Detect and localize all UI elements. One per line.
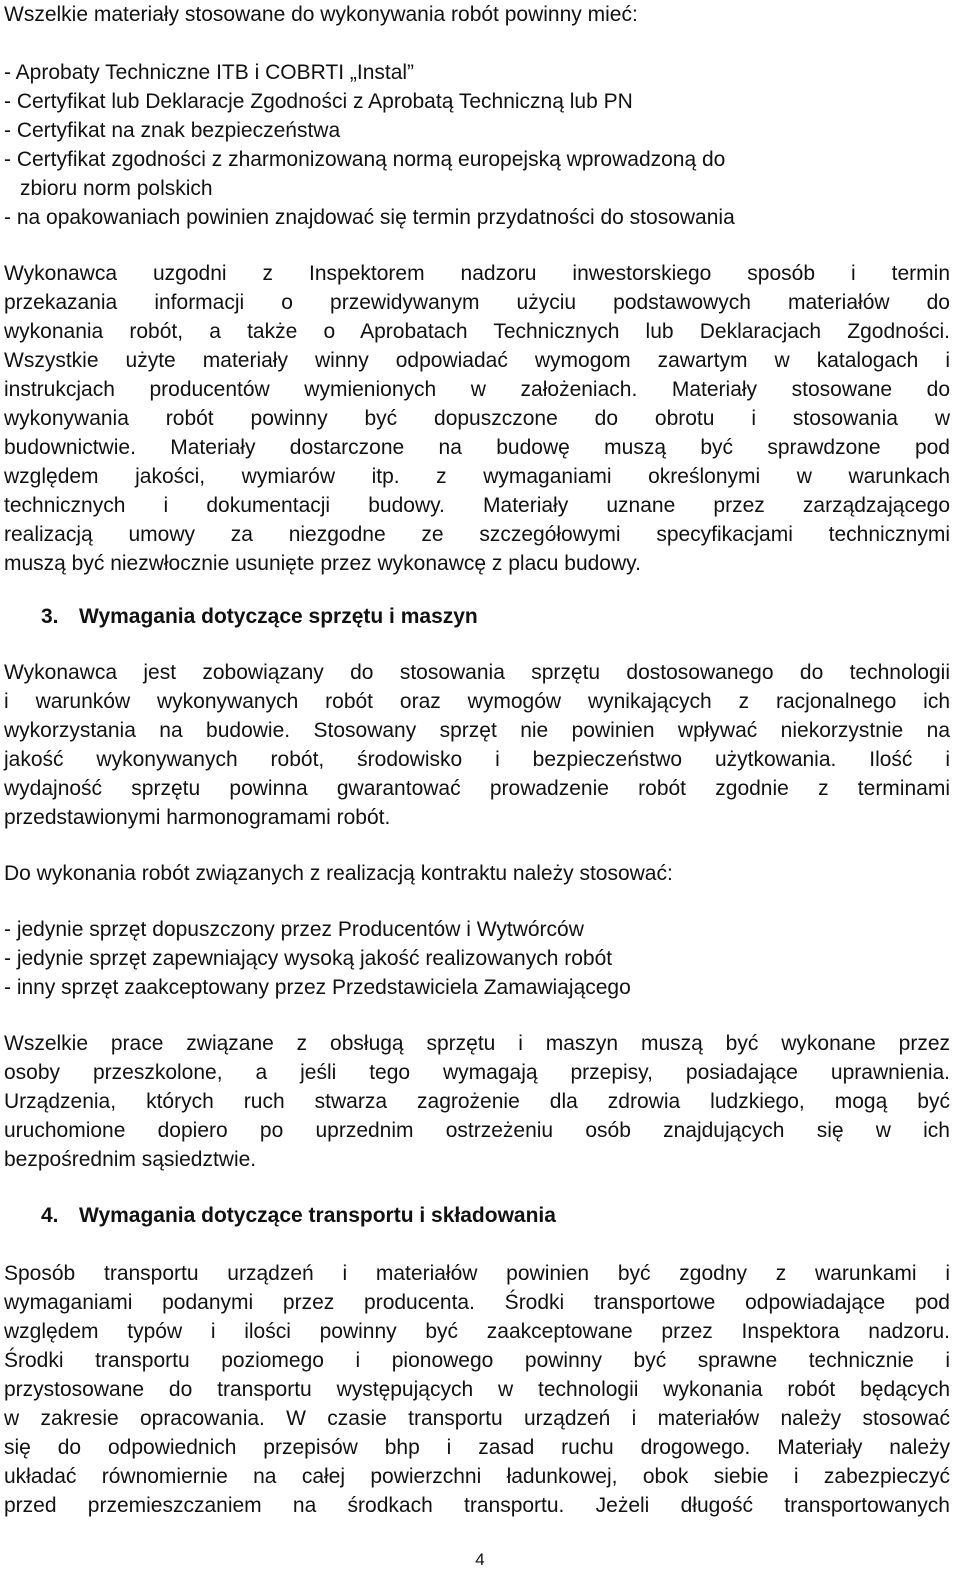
- paragraph-line: Do wykonania robót związanych z realizacją kontraktu należy stosować:: [4, 862, 673, 885]
- paragraph-line: wydajność sprzętu powinna gwarantować prowadzenie robót zgodnie z terminami: [4, 777, 950, 800]
- paragraph-line: Wykonawca jest zobowiązany do stosowania sprzętu dostosowanego do technologii: [4, 661, 950, 684]
- paragraph-line: uruchomione dopiero po uprzednim ostrzeżeniu osób znajdujących się w ich: [4, 1119, 950, 1142]
- paragraph-line: układać równomiernie na całej powierzchni ładunkowej, obok siebie i zabezpieczyć: [4, 1465, 950, 1488]
- paragraph-line: wykorzystania na budowie. Stosowany sprzęt nie powinien wpływać niekorzystnie na: [4, 719, 950, 742]
- paragraph-line: względem typów i ilości powinny być zaakceptowane przez Inspektora nadzoru.: [4, 1320, 950, 1343]
- paragraph-line: w zakresie opracowania. W czasie transportu urządzeń i materiałów należy stosować: [4, 1407, 950, 1430]
- paragraph-line: Wszystkie użyte materiały winny odpowiadać wymogom zawartym w katalogach i: [4, 349, 950, 372]
- section-4-heading: [41, 1201, 960, 1230]
- paragraph-line: i warunków wykonywanych robót oraz wymogów wynikających z racjonalnego ich: [4, 690, 950, 713]
- paragraph-line: przystosowane do transportu występujących w technologii wykonania robót będących: [4, 1378, 950, 1401]
- paragraph-line: osoby przeszkolone, a jeśli tego wymagają przepisy, posiadające uprawnienia.: [4, 1061, 950, 1084]
- paragraph-line: technicznych i dokumentacji budowy. Materiały uznane przez zarządzającego: [4, 494, 950, 517]
- paragraph-line: wykonywania robót powinny być dopuszczone do obrotu i stosowania w: [4, 407, 950, 430]
- list-item: - inny sprzęt zaakceptowany przez Przedstawiciela Zamawiającego: [4, 976, 631, 999]
- list-item: - Certyfikat lub Deklaracje Zgodności z Aprobatą Techniczną lub PN: [4, 90, 633, 113]
- section-number: 3.: [41, 605, 59, 628]
- paragraph-line: Wszelkie prace związane z obsługą sprzętu i maszyn muszą być wykonane przez: [4, 1032, 950, 1055]
- paragraph-line: bezpośrednim sąsiedztwie.: [4, 1148, 257, 1171]
- section-3-heading: [41, 602, 960, 631]
- section-title: Wymagania dotyczące sprzętu i maszyn: [79, 605, 478, 628]
- list-item-continuation: zbioru norm polskich: [20, 177, 213, 200]
- paragraph-line: Urządzenia, których ruch stwarza zagrożenie dla zdrowia ludzkiego, mogą być: [4, 1090, 950, 1113]
- paragraph-line: względem jakości, wymiarów itp. z wymaganiami określonymi w warunkach: [4, 465, 950, 488]
- paragraph-line: Sposób transportu urządzeń i materiałów powinien być zgodny z warunkami i: [4, 1262, 950, 1285]
- section-number: 4.: [41, 1204, 59, 1227]
- section-title: Wymagania dotyczące transportu i składowania: [79, 1204, 556, 1227]
- paragraph-line: instrukcjach producentów wymienionych w założeniach. Materiały stosowane do: [4, 378, 950, 401]
- list-item: - Aprobaty Techniczne ITB i COBRTI „Instal”: [4, 61, 415, 84]
- list-item: - na opakowaniach powinien znajdować się termin przydatności do stosowania: [4, 206, 735, 229]
- paragraph-line: Wykonawca uzgodni z Inspektorem nadzoru inwestorskiego sposób i termin: [4, 262, 950, 285]
- paragraph-line: budownictwie. Materiały dostarczone na budowę muszą być sprawdzone pod: [4, 436, 950, 459]
- paragraph-line: się do odpowiednich przepisów bhp i zasad ruchu drogowego. Materiały należy: [4, 1436, 950, 1459]
- paragraph-line: wykonania robót, a także o Aprobatach Technicznych lub Deklaracjach Zgodności.: [4, 320, 950, 343]
- list-item: - jedynie sprzęt zapewniający wysoką jakość realizowanych robót: [4, 947, 613, 970]
- paragraph-line: muszą być niezwłocznie usunięte przez wykonawcę z placu budowy.: [4, 552, 641, 575]
- paragraph-line: przekazania informacji o przewidywanym użyciu podstawowych materiałów do: [4, 291, 950, 314]
- paragraph-line: przedstawionymi harmonogramami robót.: [4, 806, 391, 829]
- paragraph-line: wymaganiami podanymi przez producenta. Środki transportowe odpowiadające pod: [4, 1291, 950, 1314]
- paragraph-line: Środki transportu poziomego i pionowego powinny być sprawne technicznie i: [4, 1349, 950, 1372]
- page-number: 4: [475, 1550, 485, 1569]
- list-item: - Certyfikat zgodności z zharmonizowaną normą europejską wprowadzoną do: [4, 148, 726, 171]
- intro-line: Wszelkie materiały stosowane do wykonywania robót powinny mieć:: [4, 3, 638, 26]
- list-item: - jedynie sprzęt dopuszczony przez Producentów i Wytwórców: [4, 918, 584, 941]
- paragraph-line: realizacją umowy za niezgodne ze szczegółowymi specyfikacjami technicznymi: [4, 523, 950, 546]
- list-item: - Certyfikat na znak bezpieczeństwa: [4, 119, 341, 142]
- paragraph-line: przed przemieszczaniem na środkach transportu. Jeżeli długość transportowanych: [4, 1494, 950, 1517]
- paragraph-line: jakość wykonywanych robót, środowisko i bezpieczeństwo użytkowania. Ilość i: [4, 748, 950, 771]
